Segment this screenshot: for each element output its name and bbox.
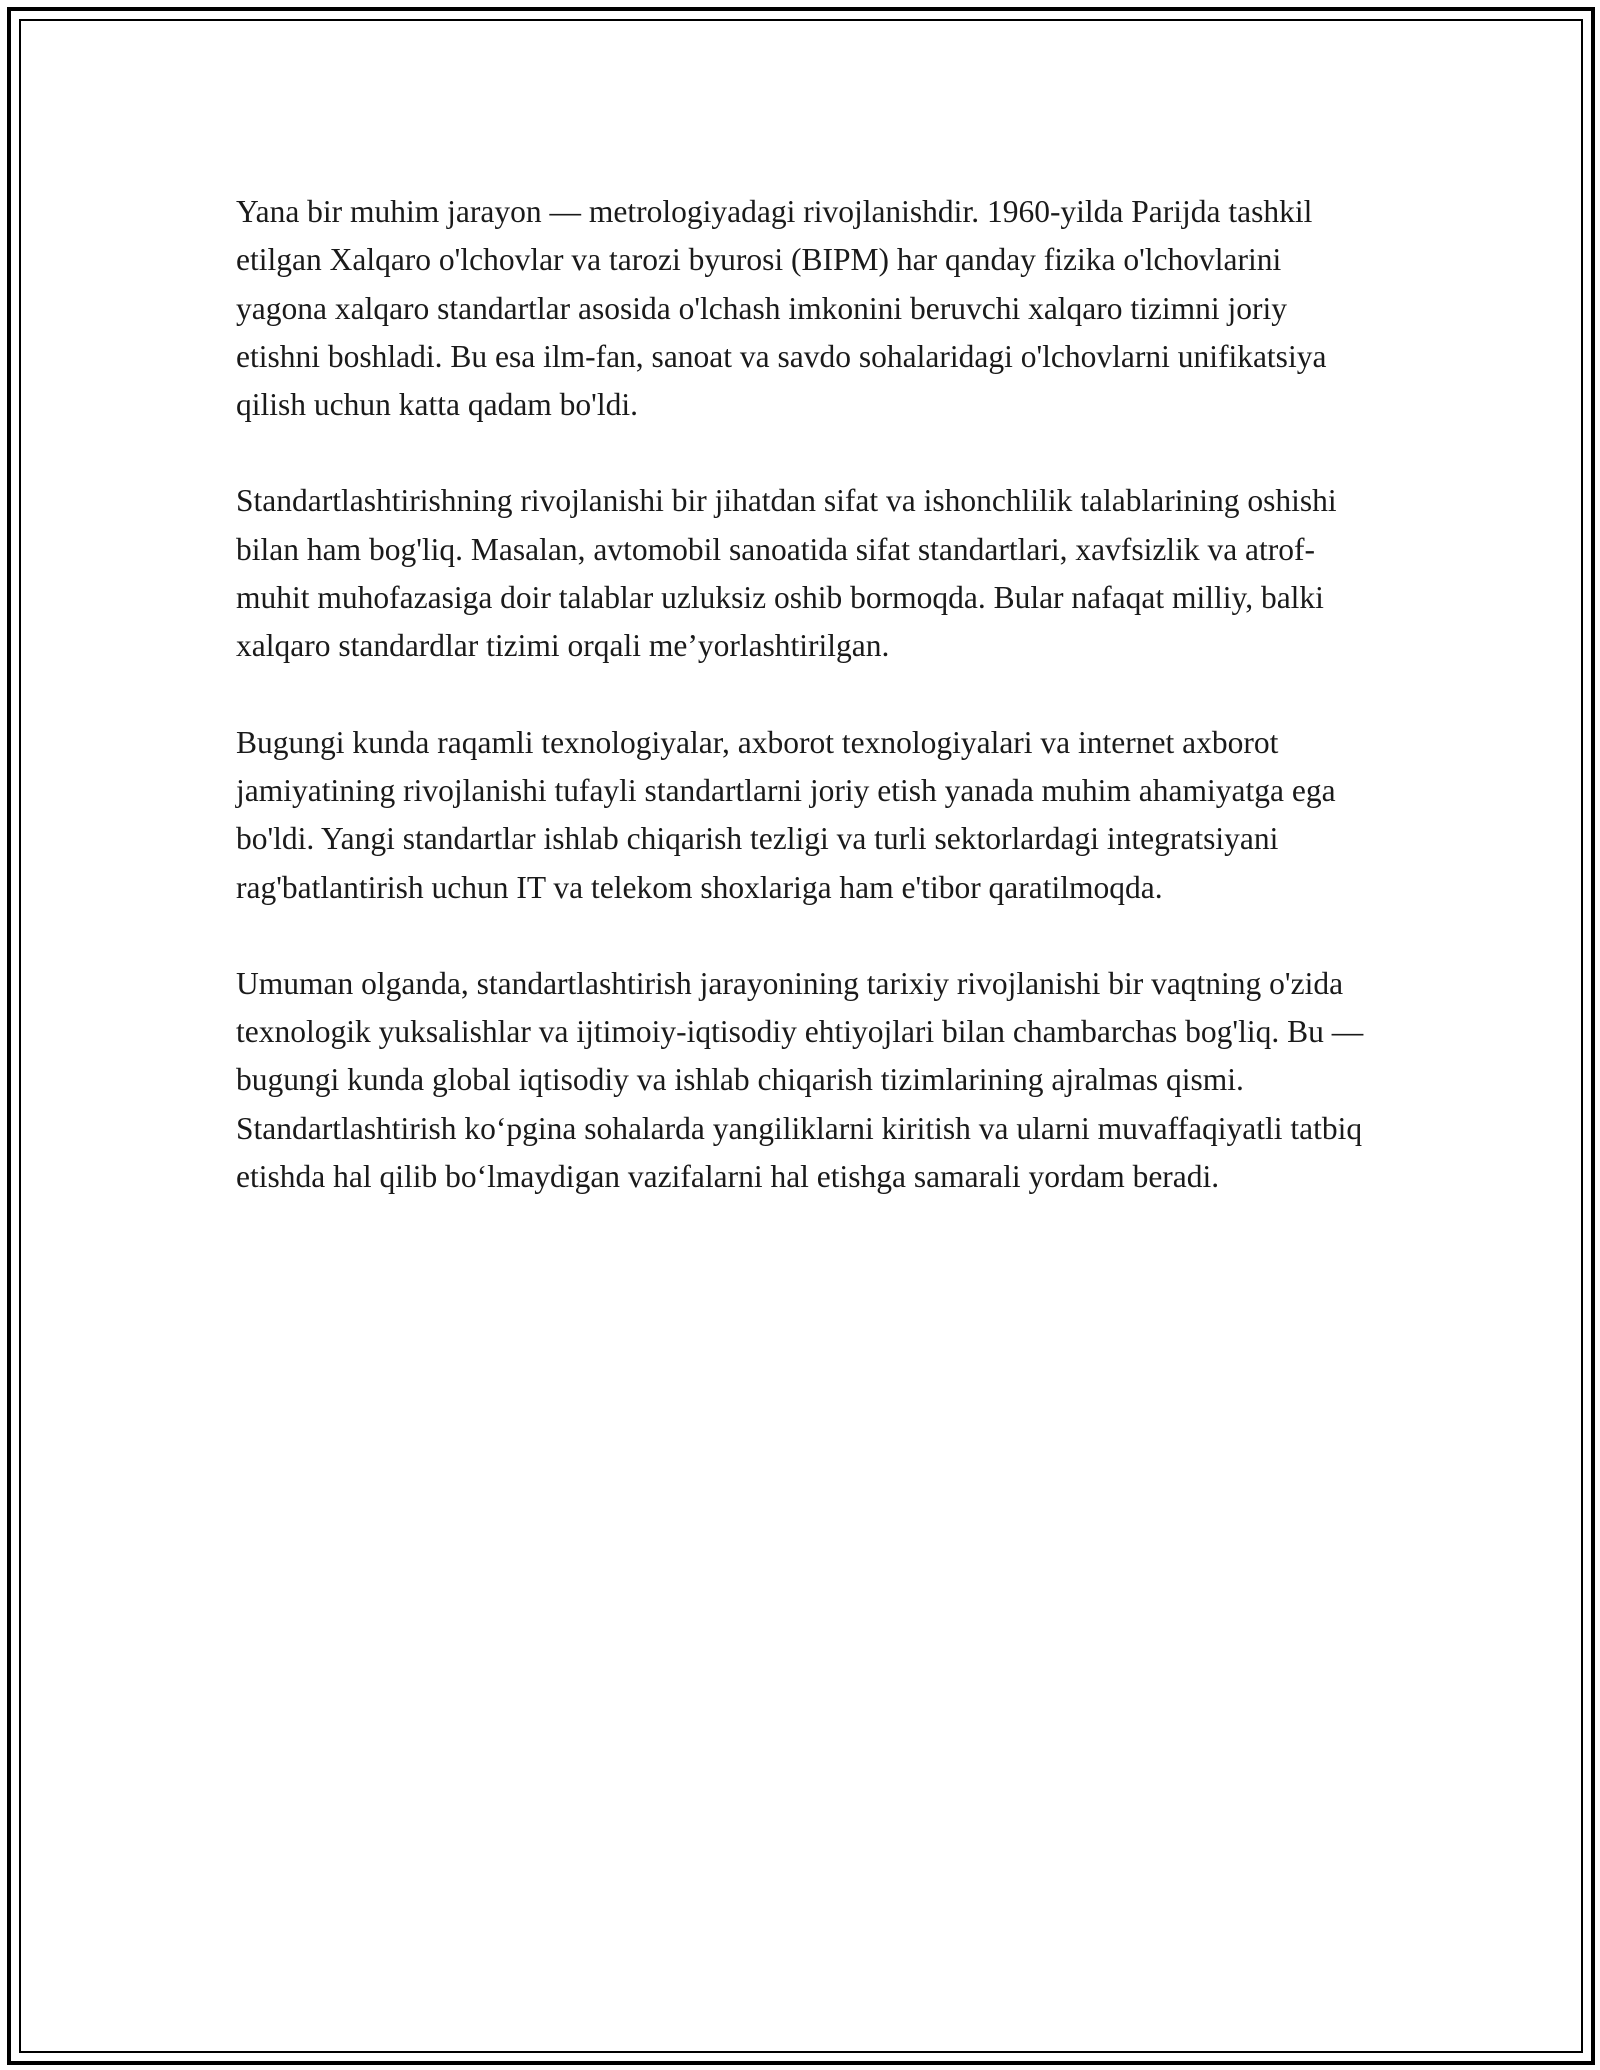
document-body xyxy=(236,188,1376,1249)
paragraph-digital-technologies: Bugungi kunda raqamli texnologiyalar, axborot texnologiyalari va internet axborot jamiyatining rivojlanishi tufayli standartlarni joriy etish yanada muhim ahamiyatga ega bo'ldi. Yangi standartlar ishlab chiqarish tezligi va turli sektorlardagi integratsiyani rag'batlantirish uchun IT va telekom shoxlariga ham e'tibor qaratilmoqda. xyxy=(236,724,1336,905)
paragraph-conclusion: Umuman olganda, standartlashtirish jarayonining tarixiy rivojlanishi bir vaqtning o'zida texnologik yuksalishlar va ijtimoiy-iqtisodiy ehtiyojlari bilan chambarchas bog'liq. Bu — bugungi kunda global iqtisodiy va ishlab chiqarish tizimlarining ajralmas qismi. Standartlashtirish ko‘pgina sohalarda yangiliklarni kiritish va ularni muvaffaqiyatli tatbiq etishda hal qilib bo‘lmaydigan vazifalarni hal etishga samarali yordam beradi. xyxy=(236,965,1364,1195)
paragraph-quality-standards: Standartlashtirishning rivojlanishi bir jihatdan sifat va ishonchlilik talablarining oshishi bilan ham bog'liq. Masalan, avtomobil sanoatida sifat standartlari, xavfsizlik va atrof-muhit muhofazasiga doir talablar uzluksiz oshib bormoqda. Bular nafaqat milliy, balki xalqaro standardlar tizimi orqali me’yorlashtirilgan. xyxy=(236,483,1337,664)
paragraph-metrology: Yana bir muhim jarayon — metrologiyadagi rivojlanishdir. 1960-yilda Parijda tashkil etilgan Xalqaro o'lchovlar va tarozi byurosi (BIPM) har qanday fizika o'lchovlarini yagona xalqaro standartlar asosida o'lchash imkonini beruvchi xalqaro tizimni joriy etishni boshladi. Bu esa ilm-fan, sanoat va savdo sohalaridagi o'lchovlarni unifikatsiya qilish uchun katta qadam bo'ldi. xyxy=(236,194,1327,423)
